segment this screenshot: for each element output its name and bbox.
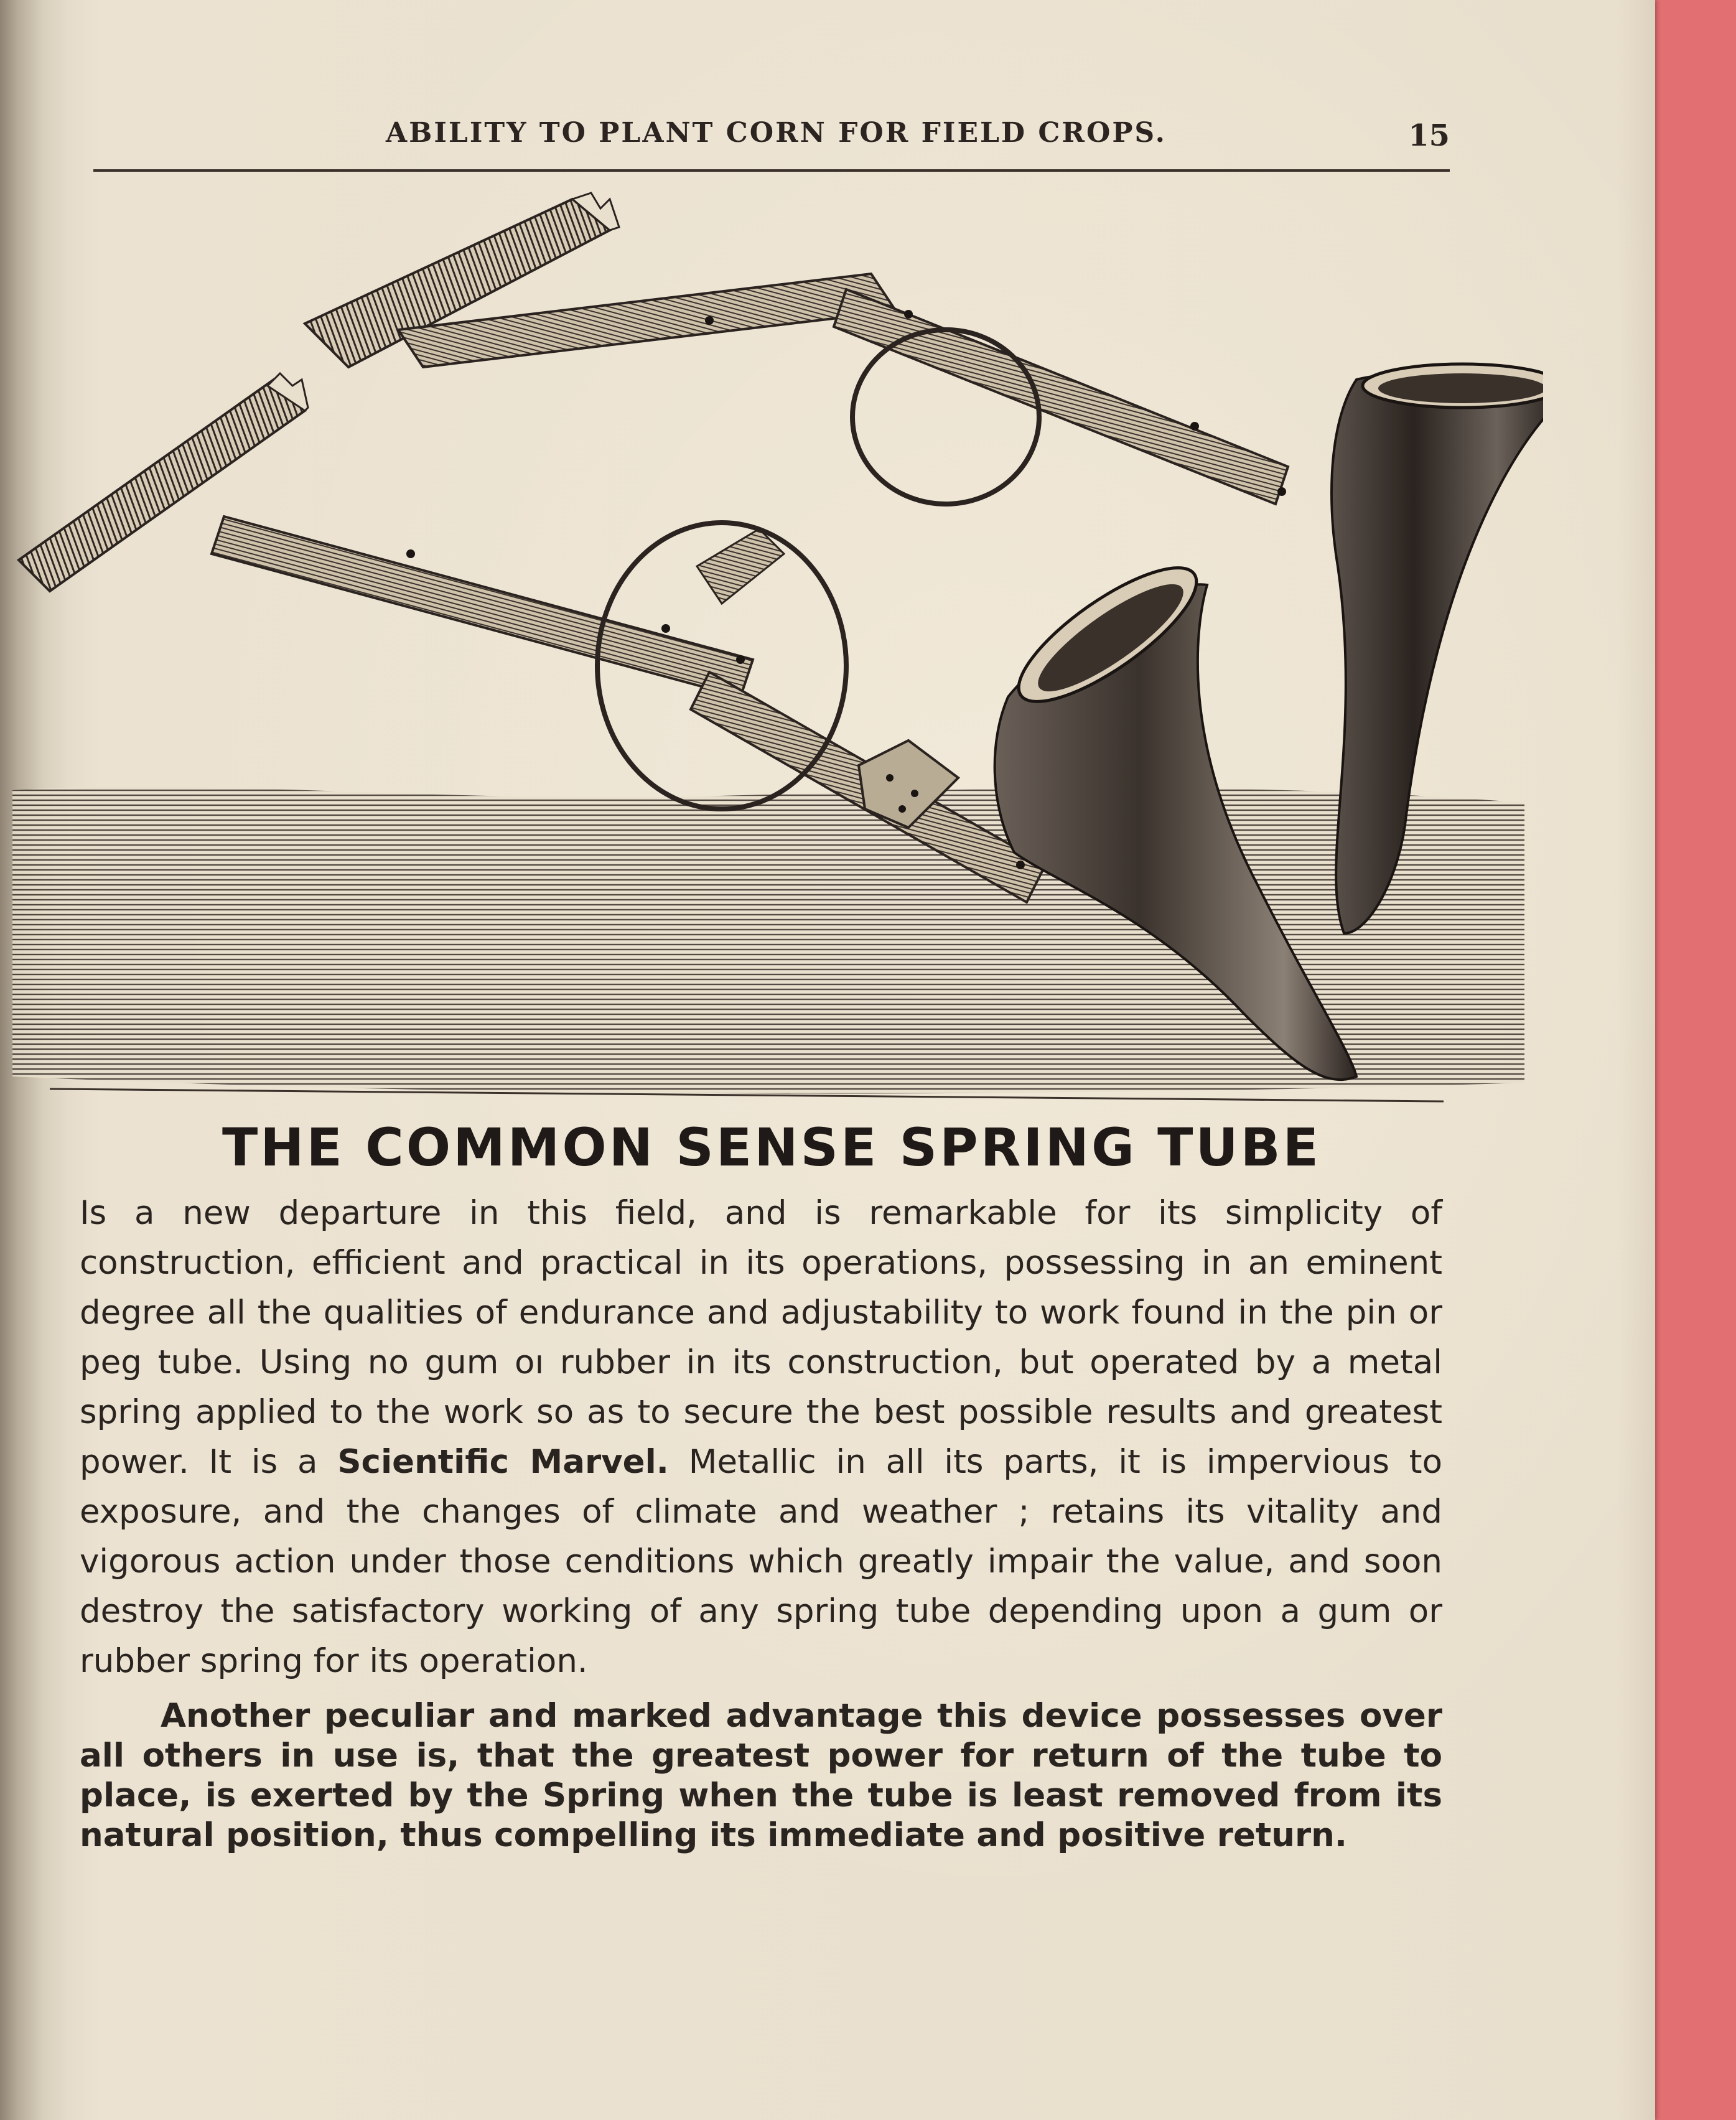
paragraph-1-continued: Metallic in all its parts, it is impervious to exposure, and the changes of climate and weather ; retains its vitality and vigorous action under those cenditions which greatly impair the value, and soon destroy the satisfactory working of any spring tube depending upon a gum or rubber spring for its operation. — [80, 1443, 1442, 1680]
page-number: 15 — [1408, 118, 1450, 153]
paragraph-2: Another peculiar and marked advantage this device possesses over all others in use is, that the greatest power for return of the tube to place, is exerted by the Spring when the tube is least removed from its natural position, thus compelling its immediate and positive return. — [80, 1697, 1442, 1854]
paragraph-1-text: Is a new departure in this field, and is remarkable for its simplicity of construction, efficient and practical in its operations, possessing in an eminent degree all the qualities of endurance and adjustability to work found in the pin or peg tube. Using no gum oı rubber in its construction, but operated by a metal spring applied to the work so as to secure the best possible results and greatest power. It is a — [80, 1194, 1442, 1481]
running-title: ABILITY TO PLANT CORN FOR FIELD CROPS. — [386, 117, 1167, 149]
scientific-marvel-emphasis: Scientific Marvel. — [337, 1443, 669, 1481]
running-head — [93, 112, 1450, 162]
spring-tube-engraving-icon — [12, 180, 1543, 1114]
header-rule — [93, 169, 1450, 172]
article-body — [80, 1188, 1442, 1856]
paragraph-1 — [80, 1188, 1442, 1686]
article-heading: THE COMMON SENSE SPRING TUBE — [222, 1117, 1322, 1178]
